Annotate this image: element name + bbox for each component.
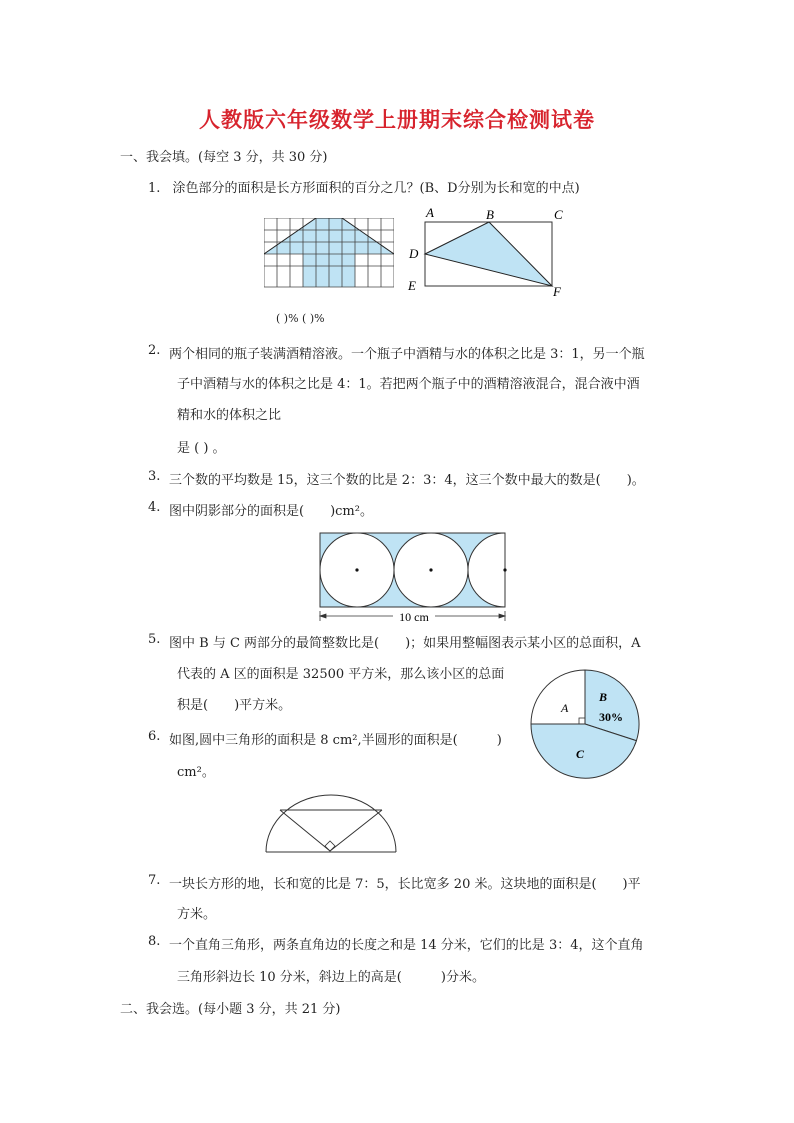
question-8-line-2: 三角形斜边长 10 分米，斜边上的高是( )分米。 [177, 970, 485, 985]
question-5-line-3: 积是( )平方米。 [177, 698, 292, 713]
question-2-number: 2. [148, 343, 161, 358]
rectangle-figure [400, 202, 580, 302]
center-dot [503, 568, 506, 571]
question-6-line-1: 如图,圆中三角形的面积是 8 cm²,半圆形的面积是( ) [169, 733, 502, 748]
label-c: C [554, 207, 563, 222]
label-b: B [486, 207, 494, 222]
question-7-line-2: 方米。 [177, 907, 217, 922]
question-7-number: 7. [148, 873, 161, 888]
semicircle-figure [262, 790, 402, 856]
label-b: B [599, 690, 608, 704]
question-5-line-2: 代表的 A 区的面积是 32500 平方米，那么该小区的总面 [177, 667, 505, 682]
question-4-number: 4. [148, 500, 161, 515]
right-angle-mark [325, 841, 335, 851]
question-3-number: 3. [148, 469, 161, 484]
section-1-heading: 一、我会填。(每空 3 分，共 30 分) [120, 150, 328, 165]
question-3-text: 三个数的平均数是 15，这三个数的比是 2：3：4，这三个数中最大的数是( )。 [169, 473, 645, 488]
question-2-line-1: 两个相同的瓶子装满酒精溶液。一个瓶子中酒精与水的体积之比是 3：1，另一个瓶 [169, 347, 645, 362]
label-d: D [409, 246, 419, 261]
question-2-line-2: 子中酒精与水的体积之比是 4：1。若把两个瓶子中的酒精溶液混合，混合液中酒 [177, 377, 640, 392]
question-8-line-1: 一个直角三角形，两条直角边的长度之和是 14 分米，它们的比是 3：4，这个直角 [169, 938, 644, 953]
q1-answer-blanks: ( )% ( )% [276, 312, 325, 325]
grid-figure [264, 218, 394, 288]
pie-figure [527, 666, 647, 786]
question-4-text: 图中阴影部分的面积是( )cm²。 [169, 504, 373, 519]
question-5-number: 5. [148, 632, 161, 647]
question-5-line-1: 图中 B 与 C 两部分的最简整数比是( )；如果用整幅图表示某小区的总面积，A [169, 636, 641, 651]
question-2-line-4: 是 ( ) 。 [177, 441, 226, 456]
page-title: 人教版六年级数学上册期末综合检测试卷 [199, 108, 595, 132]
question-2-line-3: 精和水的体积之比 [177, 408, 282, 423]
label-e: E [408, 278, 416, 293]
question-text: 涂色部分的面积是长方形面积的百分之几？(B、D分别为长和宽的中点) [172, 181, 580, 196]
circles-figure [315, 528, 515, 630]
slice-a [531, 670, 585, 724]
inscribed-triangle [280, 810, 382, 851]
label-b-percent: 30% [599, 710, 623, 724]
label-a: A [561, 701, 569, 715]
question-7-line-1: 一块长方形的地，长和宽的比是 7：5，长比宽多 20 米。这块地的面积是( )平 [169, 877, 641, 892]
question-1 [148, 177, 580, 196]
shaded-triangle [425, 222, 552, 286]
question-6-line-2: cm²。 [177, 765, 215, 780]
label-c: C [576, 747, 585, 761]
center-dot [355, 568, 358, 571]
question-8-number: 8. [148, 934, 161, 949]
label-a: A [426, 205, 434, 220]
center-dot [429, 568, 432, 571]
semicircle-arc [266, 795, 396, 852]
label-f: F [553, 284, 561, 299]
question-6-number: 6. [148, 729, 161, 744]
section-2-heading: 二、我会选。(每小题 3 分，共 21 分) [120, 1002, 341, 1017]
dimension-label: 10 cm [399, 610, 429, 624]
question-number: 1. [148, 181, 161, 196]
